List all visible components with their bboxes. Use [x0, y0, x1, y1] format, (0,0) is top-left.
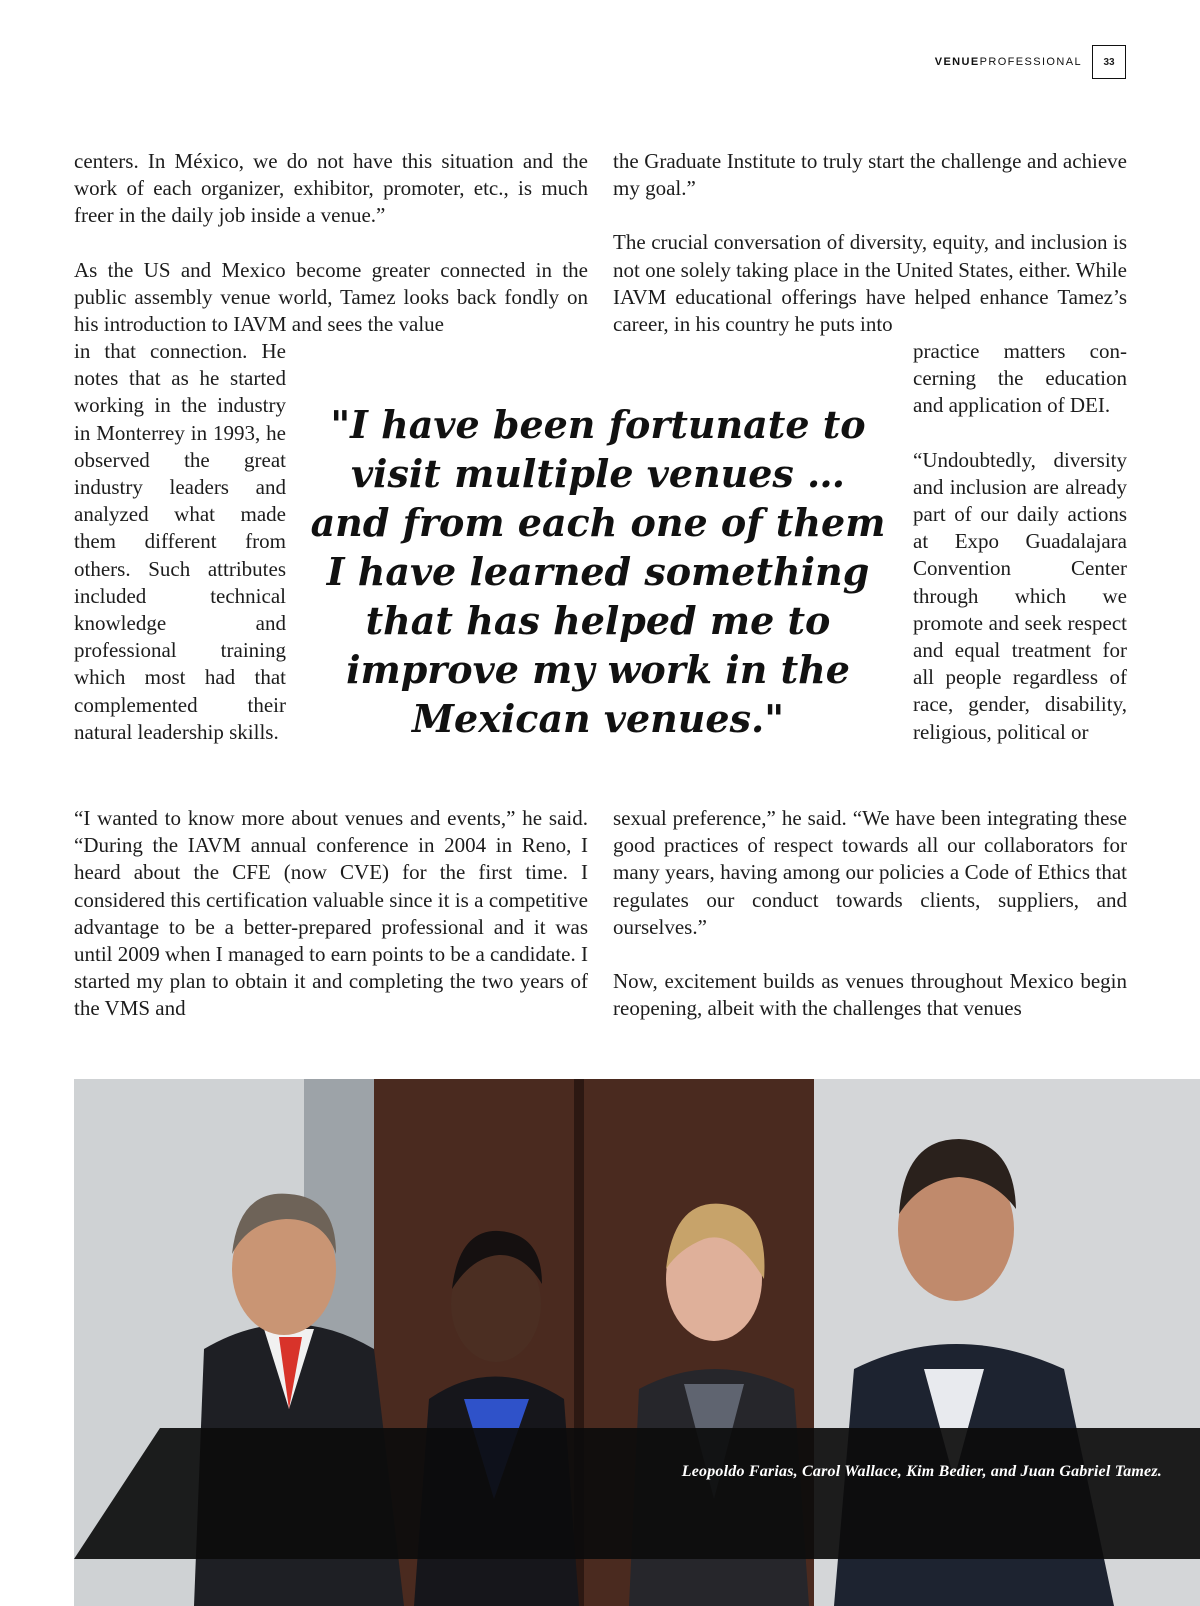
photo-caption: Leopoldo Farias, Carol Wallace, Kim Bedier, and Juan Gabriel Tamez. — [681, 1463, 1162, 1480]
paragraph: “Undoubtedly, diversity and inclusion are already part of our daily actions at Expo Guadalajara Convention Center through which we promote and seek respect and equal treatment for all people regardless of race, gender, disability, religious, political or — [913, 447, 1127, 744]
page-number: 33 — [1092, 45, 1126, 79]
pull-quote: "I have been fortunate to visit multiple venues … and from each one of them I have learned something that has helped me to improve my work in the Mexican venues." — [310, 402, 886, 741]
paragraph: practice matters concerning the education and application of DEI. — [913, 339, 1127, 418]
group-photo — [74, 1079, 1200, 1606]
paragraph: Now, excitement builds as venues throughout Mexico begin reopening, albeit with the challenges that venues — [613, 969, 1127, 1021]
paragraph: the Graduate Institute to truly start the challenge and achieve my goal.” — [613, 149, 1127, 201]
paragraph: in that connection. He notes that as he started working in the industry in Monterrey in 1993, he observed the great industry leaders and analyzed what made them different from others. Such attributes included technical knowledge and professional training which most had that complemented their natural leadership skills. — [74, 339, 286, 744]
right-column-narrow — [913, 338, 1127, 746]
brand-bold-text: VENUE — [934, 56, 980, 68]
paragraph: As the US and Mexico become greater connected in the public assembly venue world, Tamez looks back fondly on his introduction to IAVM and sees the value — [74, 257, 588, 337]
page-header — [935, 44, 1126, 80]
paragraph: The crucial conversation of diversity, equity, and inclusion is not one solely taking place in the United States, either. While IAVM educational offerings have helped enhance Tamez’s career, in his country he puts into — [613, 230, 1127, 337]
paragraph: centers. In México, we do not have this situation and the work of each organizer, exhibitor, promoter, etc., is much freer in the daily job inside a venue.” — [74, 149, 588, 228]
left-column-lower — [74, 805, 588, 1023]
right-column-lower — [613, 805, 1127, 1022]
magazine-brand — [935, 56, 1082, 68]
brand-rest-text: PROFESSIONAL — [979, 56, 1082, 68]
paragraph: “I wanted to know more about venues and events,” he said. “During the IAVM annual conference in 2004 in Reno, I heard about the CFE (now CVE) for the first time. I considered this certification valuable since it is a competitive advantage to be a better-prepared professional and it was until 2009 when I managed to earn points to be a candidate. I started my plan to obtain it and completing the two years of the VMS and — [74, 806, 588, 1021]
left-column-top — [74, 148, 588, 338]
left-column-narrow — [74, 338, 286, 746]
right-column-top — [613, 148, 1127, 338]
paragraph: sexual preference,” he said. “We have been integrating these good practices of respect towards all our collaborators for many years, having among our policies a Code of Ethics that regulates our conduct towards clients, suppliers, and ourselves.” — [613, 806, 1127, 939]
caption-band — [74, 1428, 1200, 1559]
